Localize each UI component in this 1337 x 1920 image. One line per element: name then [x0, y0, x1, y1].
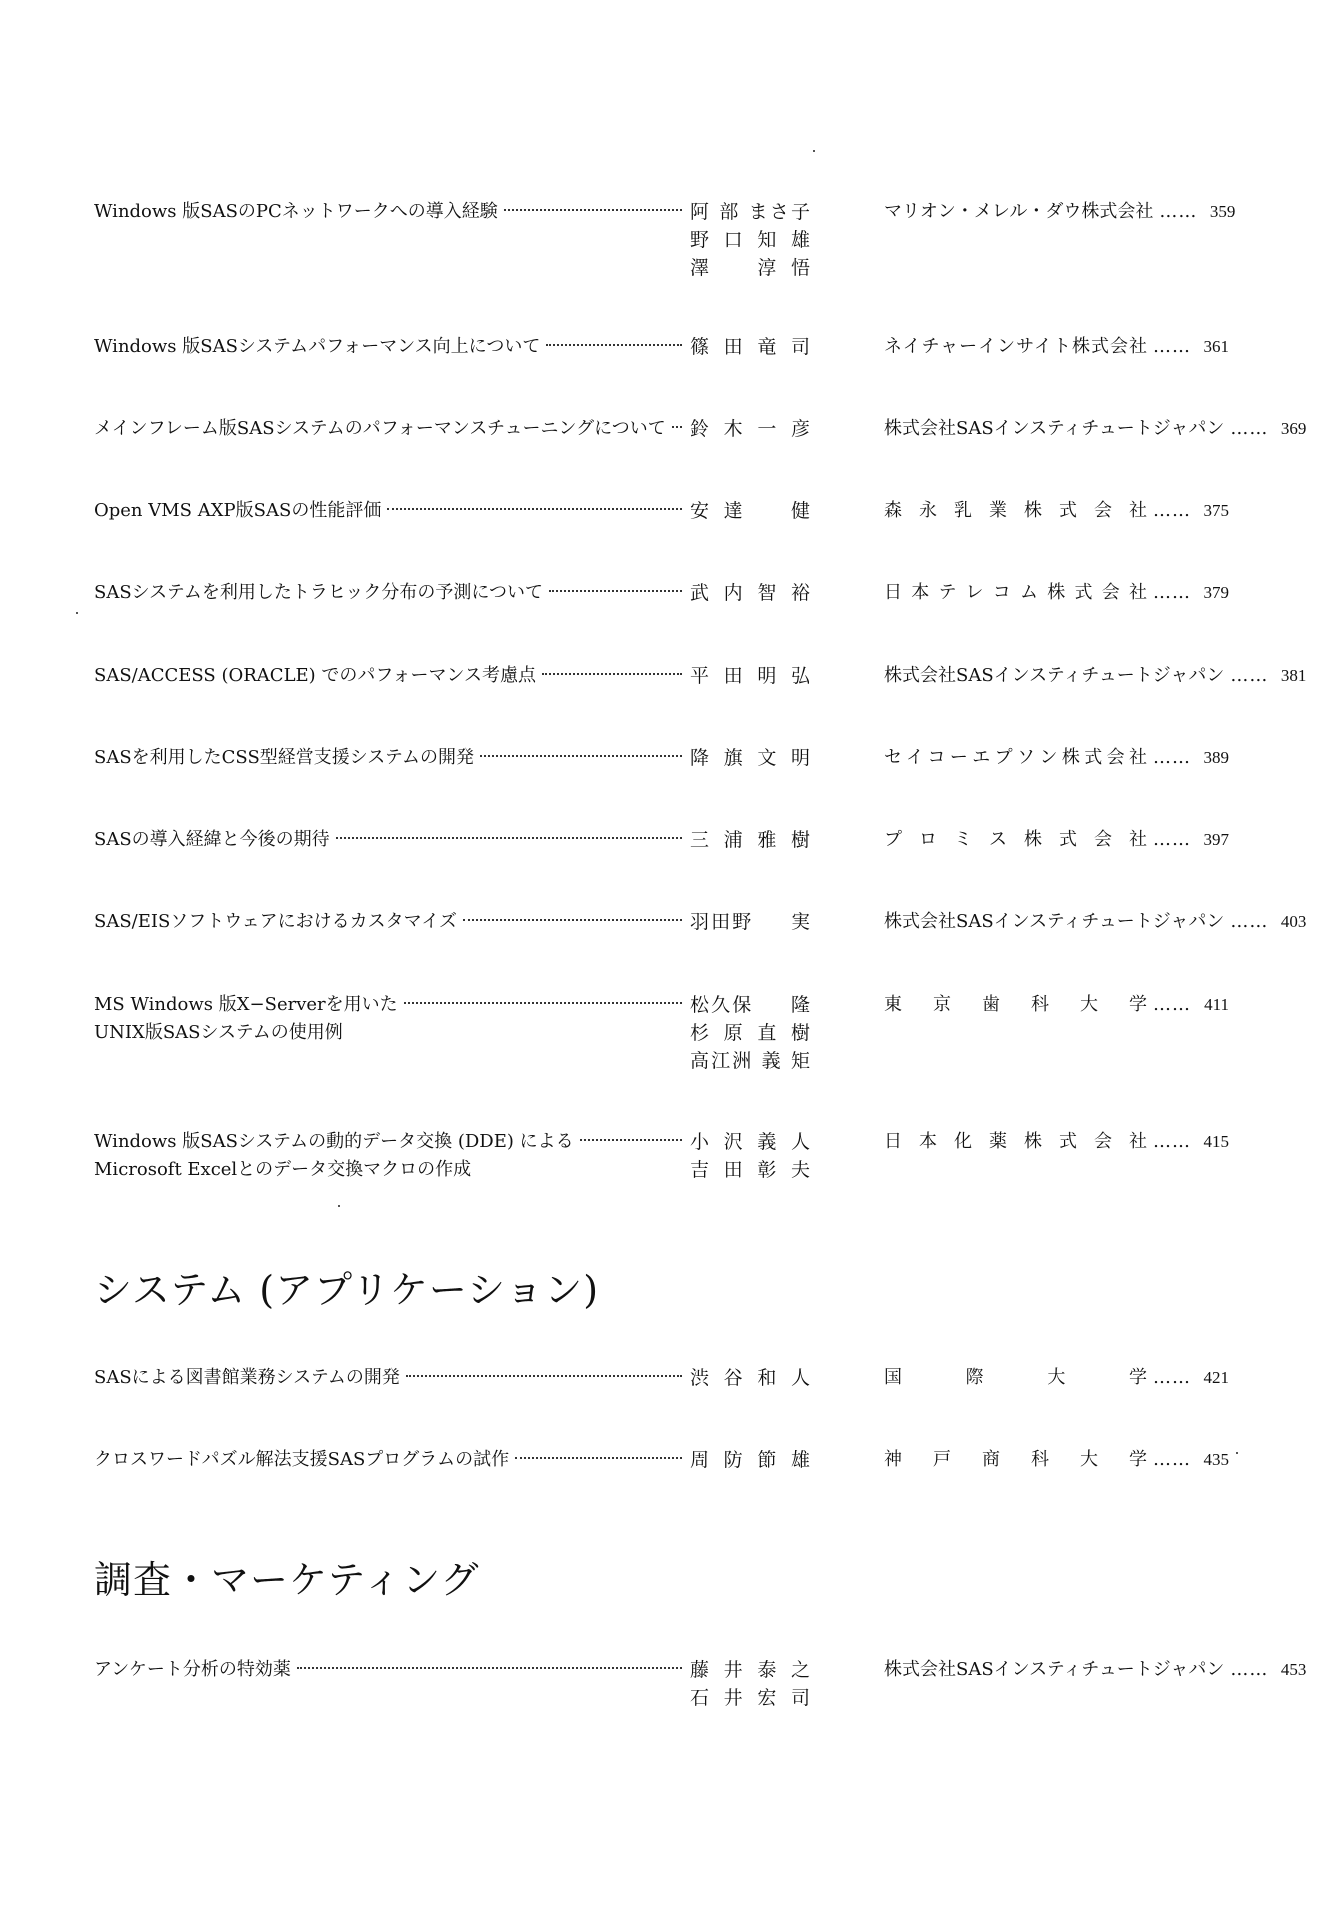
entry-organization: マリオン・メレル・ダウ株式会社 — [884, 201, 1154, 222]
dot-leader: …… — [1230, 911, 1269, 932]
entry-title: クロスワードパズル解法支援SASプログラムの試作 — [94, 1446, 684, 1474]
dot-leader — [463, 917, 682, 921]
page-number: 379 — [1203, 583, 1229, 602]
author-name: 三 浦 雅 樹 — [690, 829, 810, 851]
entry-authors — [690, 744, 810, 772]
entry-title: Open VMS AXP版SASの性能評価 — [94, 497, 684, 525]
page-number: 381 — [1280, 666, 1307, 685]
page-number: 369 — [1280, 419, 1307, 438]
dot-leader — [546, 342, 682, 346]
entry-title: Windows 版SASシステムパフォーマンス向上について — [94, 333, 684, 361]
author-name: 武 内 智 裕 — [690, 582, 810, 604]
entry-title: SAS/EISソフトウェアにおけるカスタマイズ — [94, 908, 684, 936]
entry-organization: 株式会社SASインスティチュートジャパン — [884, 665, 1225, 686]
entry-authors — [690, 908, 810, 936]
author-name: 松久保 隆 — [690, 994, 810, 1016]
entry-organization: 森永乳業株式会社 — [884, 500, 1147, 521]
author-name: 石 井 宏 司 — [690, 1687, 810, 1709]
dot-leader — [542, 671, 682, 675]
page-number: 421 — [1203, 1368, 1229, 1387]
scan-speck — [338, 1205, 340, 1207]
author-name: 高江洲 義 矩 — [690, 1050, 810, 1072]
entry-title: SAS/ACCESS (ORACLE) でのパフォーマンス考慮点 — [94, 662, 684, 690]
entry-organization: 日本テレコム株式会社 — [884, 582, 1147, 603]
author-name: 降 旗 文 明 — [690, 747, 810, 769]
entry-organization: 神戸商科大学 — [884, 1449, 1147, 1470]
entry-organization: 国際大学 — [884, 1367, 1147, 1388]
dot-leader — [515, 1455, 682, 1459]
entry-title: SASシステムを利用したトラヒック分布の予測について — [94, 579, 684, 607]
dot-leader — [406, 1373, 682, 1377]
author-name: 小 沢 義 人 — [690, 1131, 810, 1153]
dot-leader — [336, 835, 682, 839]
dot-leader: …… — [1230, 665, 1269, 686]
entry-title: SASによる図書館業務システムの開発 — [94, 1364, 684, 1392]
entry-org-line — [884, 198, 1236, 226]
author-name: 阿 部 まさ子 — [690, 201, 810, 223]
dot-leader: …… — [1230, 1659, 1269, 1680]
entry-org-line — [884, 991, 1229, 1019]
entry-authors — [690, 579, 810, 607]
entry-org-line — [884, 579, 1229, 607]
entry-authors — [690, 1364, 810, 1392]
entry-organization: プロミス株式会社 — [884, 829, 1147, 850]
entry-org-line — [884, 662, 1307, 690]
dot-leader — [480, 753, 682, 757]
author-name: 鈴 木 一 彦 — [690, 418, 810, 440]
entry-organization: 東京歯科大学 — [884, 994, 1147, 1015]
entry-authors — [690, 497, 810, 525]
author-name: 杉 原 直 樹 — [690, 1022, 810, 1044]
entry-authors — [690, 1128, 810, 1184]
entry-authors — [690, 1656, 810, 1712]
entry-title: アンケート分析の特効薬 — [94, 1656, 684, 1684]
page-number: 359 — [1209, 202, 1236, 221]
page-number: 375 — [1203, 501, 1229, 520]
entry-org-line — [884, 1364, 1229, 1392]
entry-organization: ネイチャーインサイト株式会社 — [884, 336, 1147, 357]
page-number: 453 — [1280, 1660, 1307, 1679]
entry-organization: セイコーエプソン株式会社 — [884, 747, 1147, 768]
entry-title: SASを利用したCSS型経営支援システムの開発 — [94, 744, 684, 772]
author-name: 羽田野 実 — [690, 911, 810, 933]
dot-leader: …… — [1153, 500, 1191, 521]
entry-org-line — [884, 1128, 1229, 1156]
entry-authors — [690, 662, 810, 690]
dot-leader: …… — [1153, 747, 1191, 768]
dot-leader: …… — [1230, 418, 1269, 439]
author-name: 吉 田 彰 夫 — [690, 1159, 810, 1181]
author-name: 篠 田 竜 司 — [690, 336, 810, 358]
author-name: 平 田 明 弘 — [690, 665, 810, 687]
scan-speck — [1236, 1452, 1238, 1454]
entry-org-line — [884, 497, 1229, 525]
author-name: 藤 井 泰 之 — [690, 1659, 810, 1681]
entry-authors — [690, 991, 810, 1075]
entry-organization: 株式会社SASインスティチュートジャパン — [884, 1659, 1225, 1680]
author-name: 渋 谷 和 人 — [690, 1367, 810, 1389]
dot-leader: …… — [1153, 829, 1191, 850]
page-number: 415 — [1203, 1132, 1229, 1151]
page-number: 411 — [1204, 995, 1229, 1014]
entry-organization: 株式会社SASインスティチュートジャパン — [884, 911, 1225, 932]
page-number: 397 — [1203, 830, 1229, 849]
entry-title: MS Windows 版X−Serverを用いた — [94, 991, 684, 1019]
entry-title-continued: Microsoft Excelとのデータ交換マクロの作成 — [94, 1159, 472, 1180]
dot-leader: …… — [1153, 582, 1191, 603]
entry-title: Windows 版SASシステムの動的データ交換 (DDE) による — [94, 1128, 684, 1156]
dot-leader — [297, 1665, 682, 1669]
entry-title: Windows 版SASのPCネットワークへの導入経験 — [94, 198, 684, 226]
page-number: 435 — [1203, 1450, 1229, 1469]
entry-authors — [690, 198, 810, 282]
entry-organization: 株式会社SASインスティチュートジャパン — [884, 418, 1225, 439]
dot-leader — [549, 588, 682, 592]
dot-leader: …… — [1153, 994, 1191, 1015]
dot-leader: …… — [1153, 1131, 1191, 1152]
entry-org-line — [884, 826, 1229, 854]
section-heading: システム (アプリケーション) — [94, 1268, 600, 1312]
dot-leader: …… — [1153, 1449, 1191, 1470]
entry-org-line — [884, 333, 1229, 361]
entry-title-continued: UNIX版SASシステムの使用例 — [94, 1022, 343, 1043]
entry-title: メインフレーム版SASシステムのパフォーマンスチューニングについて — [94, 415, 684, 443]
entry-authors — [690, 415, 810, 443]
author-name: 野 口 知 雄 — [690, 229, 810, 251]
dot-leader — [404, 1000, 682, 1004]
entry-org-line — [884, 1446, 1229, 1474]
author-name: 澤 淳 悟 — [690, 257, 810, 279]
dot-leader — [504, 207, 682, 211]
dot-leader — [580, 1137, 682, 1141]
entry-organization: 日本化薬株式会社 — [884, 1131, 1147, 1152]
entry-org-line — [884, 744, 1229, 772]
entry-org-line — [884, 415, 1307, 443]
scan-speck — [76, 612, 78, 614]
page-number: 403 — [1280, 912, 1307, 931]
scan-speck — [813, 150, 815, 152]
dot-leader — [387, 506, 682, 510]
page-number: 361 — [1203, 337, 1229, 356]
page-number: 389 — [1203, 748, 1229, 767]
entry-title: SASの導入経緯と今後の期待 — [94, 826, 684, 854]
dot-leader: …… — [1153, 336, 1191, 357]
entry-authors — [690, 826, 810, 854]
entry-authors — [690, 333, 810, 361]
dot-leader: …… — [1159, 201, 1198, 222]
entry-org-line — [884, 1656, 1307, 1684]
author-name: 周 防 節 雄 — [690, 1449, 810, 1471]
entry-authors — [690, 1446, 810, 1474]
entry-org-line — [884, 908, 1307, 936]
section-heading: 調査・マーケティング — [94, 1558, 480, 1602]
dot-leader: …… — [1153, 1367, 1191, 1388]
author-name: 安 達 健 — [690, 500, 810, 522]
dot-leader — [672, 424, 682, 428]
